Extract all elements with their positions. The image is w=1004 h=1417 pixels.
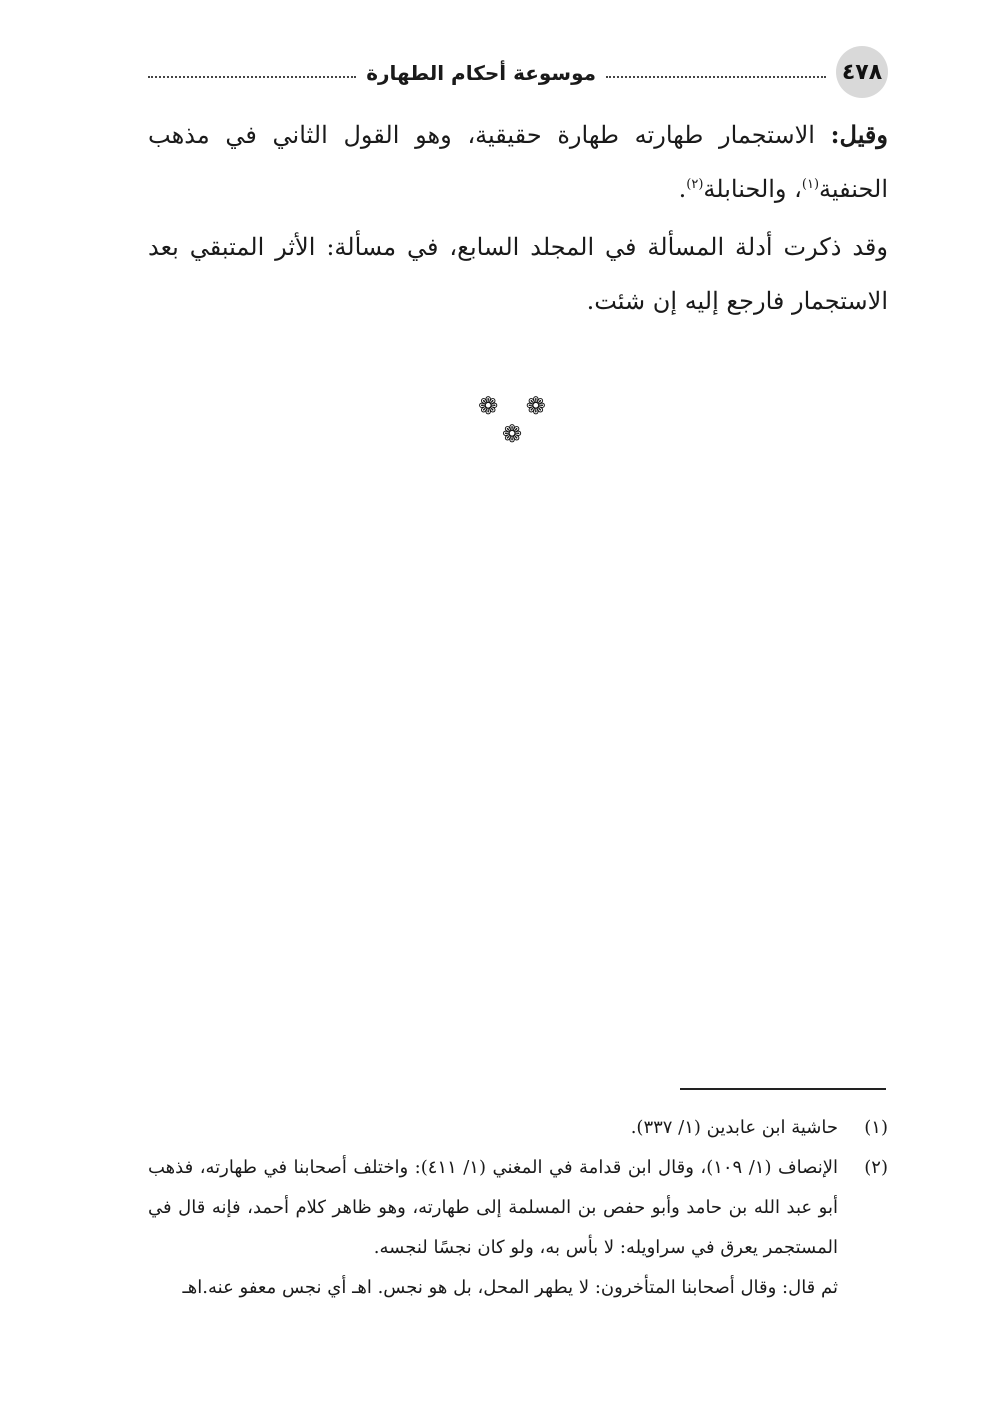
footnote-2 <box>148 1148 888 1308</box>
footnote-number: (٢) <box>864 1157 888 1178</box>
footnote-text-part: ثم قال: وقال أصحابنا المتأخرون: لا يطهر المحل، بل هو نجس. اهـ أي نجس معفو عنه.اهـ <box>182 1277 838 1298</box>
paragraph-text: الاستجمار طهارته طهارة حقيقية، وهو القول الثاني في مذهب الحنفية <box>148 121 888 203</box>
footnote-number: (١) <box>864 1117 888 1138</box>
paragraph-text: ، والحنابلة <box>703 175 802 203</box>
running-header <box>148 58 826 88</box>
paragraph-lead: وقيل: <box>830 120 888 149</box>
footnote-separator <box>680 1088 886 1090</box>
footnote-1 <box>148 1108 888 1148</box>
footnote-ref-2[interactable]: (٢) <box>686 177 704 192</box>
paragraph-2: وقد ذكرت أدلة المسألة في المجلد السابع، في مسألة: الأثر المتبقي بعد الاستجمار فارجع إليه إن شئت. <box>148 233 888 315</box>
paragraph-text: . <box>678 175 687 203</box>
main-text <box>148 108 888 332</box>
page-number: ٤٧٨ <box>836 46 888 98</box>
header-leader-dots <box>148 76 356 78</box>
paragraph-1 <box>148 108 888 216</box>
header-leader-dots <box>606 76 826 78</box>
flower-ornament-icon: ❁ ❁ ❁ <box>478 392 556 448</box>
footnotes <box>148 1108 888 1308</box>
footnote-text-part: الإنصاف (١/ ١٠٩)، وقال ابن قدامة في المغني (١/ ٤١١): واختلف أصحابنا في طهارته، فذهب أبو عبد الله بن حامد وأبو حفص بن المسلمة إلى طهارته، وهو ظاهر كلام أحمد، فإنه قال في المستجمر يعرق في سراويله: لا بأس به، ولو كان نجسًا لنجسه. <box>148 1157 838 1258</box>
footnote-text: حاشية ابن عابدين (١/ ٣٣٧). <box>630 1117 838 1138</box>
running-header-title: موسوعة أحكام الطهارة <box>366 61 596 85</box>
footnote-ref-1[interactable]: (١) <box>801 177 820 192</box>
footnote-text <box>148 1148 838 1308</box>
